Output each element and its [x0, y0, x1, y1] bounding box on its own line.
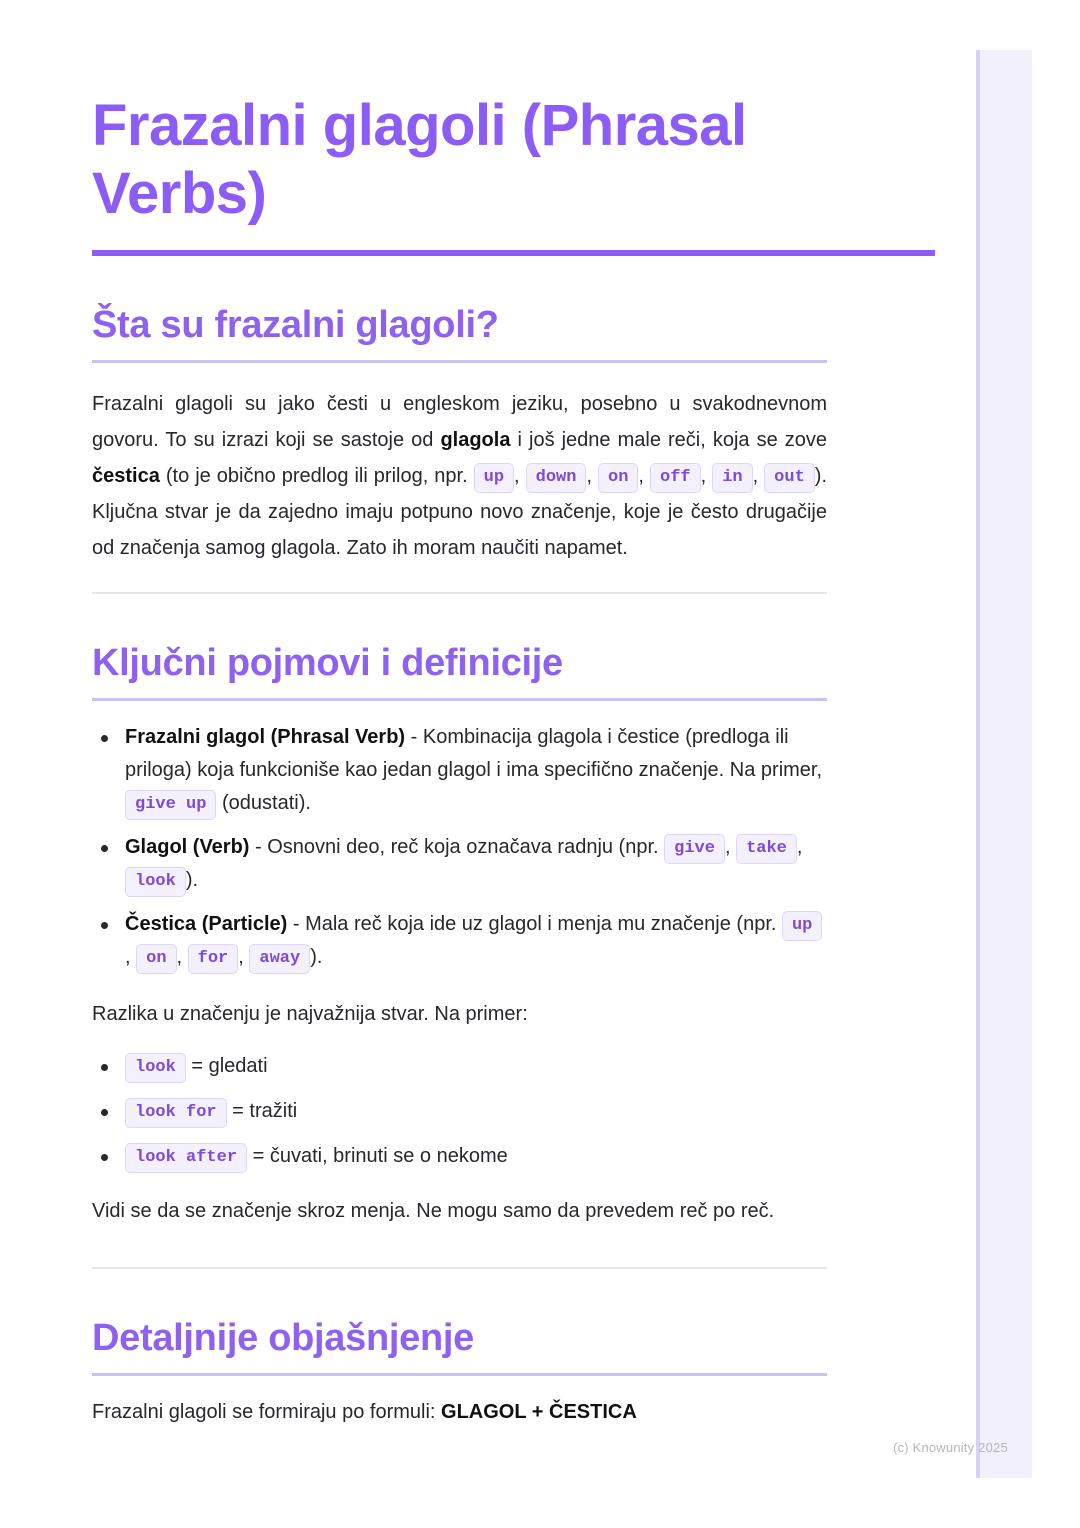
- list-item: [125, 721, 827, 820]
- definition-text: - Osnovni deo, reč koja označava radnju (npr.: [249, 836, 665, 858]
- code-chip: look for: [125, 1098, 227, 1128]
- code-chip: on: [136, 944, 176, 974]
- code-chip: look: [125, 1053, 186, 1083]
- section-heading: Šta su frazalni glagoli?: [92, 304, 499, 346]
- section-heading: Ključni pojmovi i definicije: [92, 642, 563, 684]
- code-chip: down: [526, 463, 587, 493]
- definition-term: Čestica (Particle): [125, 913, 288, 935]
- intro-paragraph: Frazalni glagoli su jako česti u engleskom jeziku, posebno u svakodnevnom govoru. To su izrazi koji se sastoje od glagola i još jedne male reči, koja se zove čestica (to je obično predlog ili prilog, npr. up , down , on , off , in , out ). Ključna stvar je da zajedno imaju potpuno novo značenje, koje je često drugačije od značenja samog glagola. Zato ih moram naučiti napamet.: [92, 393, 828, 559]
- text: ). Ključna stvar je da zajedno imaju potpuno novo značenje, koje je često drugačije od značenja samog glagola. Zato ih moram naučiti napamet.: [92, 465, 827, 559]
- example-meaning: = gledati: [185, 1055, 268, 1077]
- list-item: Čestica (Particle) - Mala reč koja ide uz glagol i menja mu značenje (npr. up, on , for , away ).: [125, 908, 827, 974]
- definition-text: ).: [185, 869, 199, 891]
- copyright-footer: (c) Knowunity 2025: [893, 1440, 1008, 1455]
- definition-text: - Kombinacija glagola i čestice (predloga ili priloga) koja funkcioniše kao jedan glagol i ima specifično značenje. Na primer,: [125, 726, 823, 781]
- code-chip: give up: [125, 790, 216, 820]
- section-heading: Detaljnije objašnjenje: [92, 1317, 474, 1359]
- formula: GLAGOL + ČESTICA: [441, 1401, 637, 1423]
- code-chip: up: [474, 463, 514, 493]
- example-meaning: = čuvati, brinuti se o nekome: [247, 1145, 508, 1167]
- examples-intro: Razlika u značenju je najvažnija stvar. Na primer:: [92, 1003, 528, 1025]
- page-title: Frazalni glagoli (Phrasal Verbs): [92, 93, 747, 226]
- section-underline: [92, 1373, 827, 1376]
- code-chip: off: [650, 463, 701, 493]
- bold-term-glagola: glagola: [440, 429, 511, 451]
- section-key-terms: [92, 640, 827, 1229]
- section-underline: [92, 360, 827, 363]
- side-panel: [976, 50, 1032, 1478]
- formula-paragraph: [92, 1394, 827, 1430]
- code-chip: out: [764, 463, 815, 493]
- code-chip: look after: [125, 1143, 247, 1173]
- list-item: Glagol (Verb) - Osnovni deo, reč koja označava radnju (npr. give , take , look ).: [125, 831, 827, 897]
- list-item: [125, 1095, 827, 1128]
- list-item: [125, 1050, 827, 1083]
- text: (to je obično predlog ili prilog, npr.: [159, 465, 474, 487]
- text: i još jedne male reči, koja se zove: [510, 429, 828, 451]
- code-chip: for: [188, 944, 239, 974]
- divider: [92, 1267, 827, 1269]
- definition-text: ).: [310, 946, 323, 968]
- list-item: [125, 1140, 827, 1173]
- definition-text: (odustati).: [216, 792, 311, 814]
- examples-list: [92, 1050, 827, 1173]
- code-chip: take: [736, 834, 797, 864]
- code-chip: away: [249, 944, 310, 974]
- examples-outro: Vidi se da se značenje skroz menja. Ne mogu samo da prevedem reč po reč.: [92, 1200, 775, 1222]
- code-chip: give: [664, 834, 725, 864]
- title-underline: [92, 250, 935, 256]
- definitions-list: [92, 721, 827, 974]
- text: Frazalni glagoli se formiraju po formuli:: [92, 1401, 442, 1423]
- code-chip: on: [598, 463, 638, 493]
- text: Frazalni glagoli su jako česti u engleskom jeziku, posebno u svakodnevnom govoru. To su izrazi koji se sastoje od: [92, 393, 827, 451]
- example-meaning: = tražiti: [226, 1100, 298, 1122]
- bold-term-cestica: čestica: [92, 465, 160, 487]
- code-chip: look: [125, 867, 186, 897]
- section-what-are-phrasal-verbs: [92, 302, 827, 566]
- section-underline: [92, 698, 827, 701]
- definition-term: Glagol (Verb): [125, 836, 250, 858]
- section-detailed-explanation: [92, 1315, 827, 1430]
- definition-term: Frazalni glagol (Phrasal Verb): [125, 726, 406, 748]
- definition-text: - Mala reč koja ide uz glagol i menja mu značenje (npr.: [287, 913, 782, 935]
- code-chip: up: [782, 911, 822, 941]
- code-chip: in: [712, 463, 752, 493]
- divider: [92, 592, 827, 594]
